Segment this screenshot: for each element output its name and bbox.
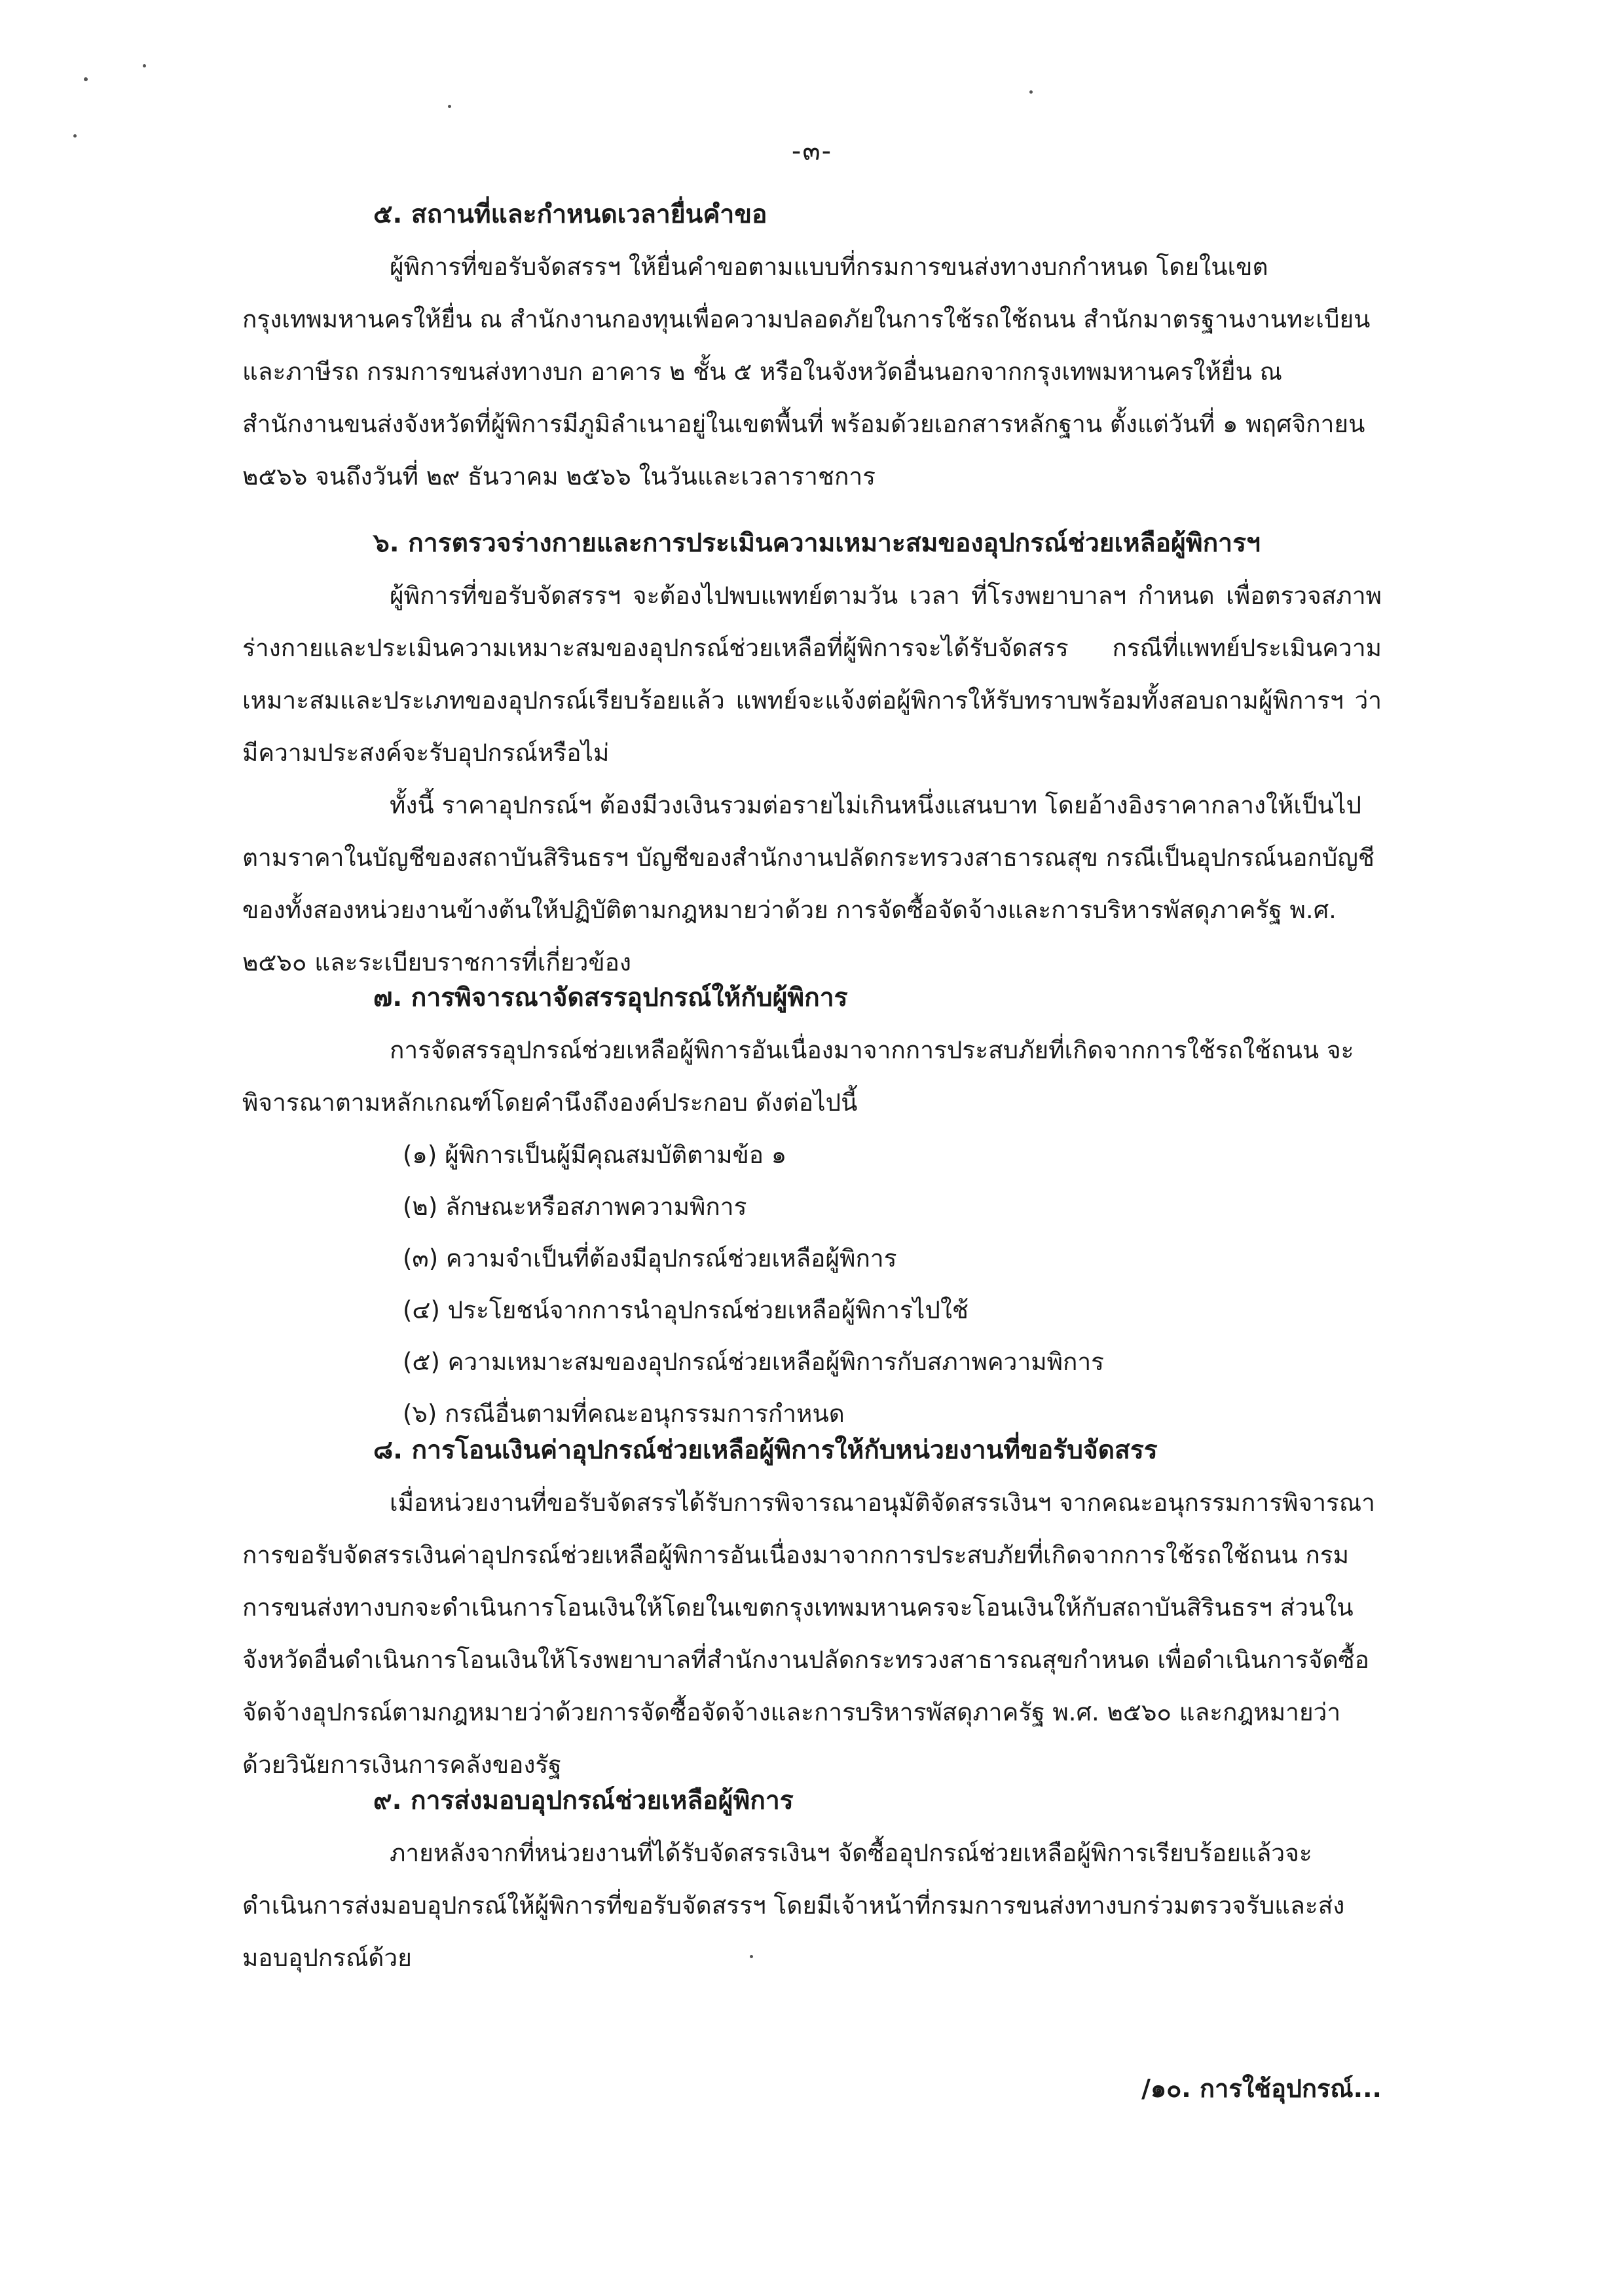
section-7: [242, 972, 1382, 1440]
scan-speck: [84, 77, 88, 81]
section-paragraph: ภายหลังจากที่หน่วยงานที่ได้รับจัดสรรเงินฯ จัดซื้ออุปกรณ์ช่วยเหลือผู้พิการเรียบร้อยแล้วจะดำเนินการส่งมอบอุปกรณ์ให้ผู้พิการที่ขอรับจัดสรรฯ โดยมีเจ้าหน้าที่กรมการขนส่งทางบกร่วมตรวจรับและส่งมอบอุปกรณ์ด้วย: [242, 1839, 1345, 1972]
section-heading: ๙. การส่งมอบอุปกรณ์ช่วยเหลือผู้พิการ: [373, 1786, 794, 1815]
criteria-list-item: (๒) ลักษณะหรือสภาพความพิการ: [403, 1193, 747, 1221]
criteria-list-item: (๖) กรณีอื่นตามที่คณะอนุกรรมการกำหนด: [403, 1400, 845, 1428]
section-9: [242, 1775, 1382, 1984]
section-heading: ๗. การพิจารณาจัดสรรอุปกรณ์ให้กับผู้พิการ: [373, 983, 848, 1012]
scan-speck: [143, 64, 146, 67]
section-heading: ๕. สถานที่และกำหนดเวลายื่นคำขอ: [373, 200, 767, 229]
section-paragraph: ทั้งนี้ ราคาอุปกรณ์ฯ ต้องมีวงเงินรวมต่อรายไม่เกินหนึ่งแสนบาท โดยอ้างอิงราคากลางให้เป็นไปตามราคาในบัญชีของสถาบันสิรินธรฯ บัญชีของสำนักงานปลัดกระทรวงสาธารณสุข กรณีเป็นอุปกรณ์นอกบัญชีของทั้งสองหน่วยงานข้างต้นให้ปฏิบัติตามกฎหมายว่าด้วย การจัดซื้อจัดจ้างและการบริหารพัสดุภาครัฐ พ.ศ. ๒๕๖๐ และระเบียบราชการที่เกี่ยวข้อง: [242, 791, 1375, 976]
section-paragraph: เมื่อหน่วยงานที่ขอรับจัดสรรได้รับการพิจารณาอนุมัติจัดสรรเงินฯ จากคณะอนุกรรมการพิจารณาการขอรับจัดสรรเงินค่าอุปกรณ์ช่วยเหลือผู้พิการอันเนื่องมาจากการประสบภัยที่เกิดจากการใช้รถใช้ถนน กรมการขนส่งทางบกจะดำเนินการโอนเงินให้โดยในเขตกรุงเทพมหานครจะโอนเงินให้กับสถาบันสิรินธรฯ ส่วนในจังหวัดอื่นดำเนินการโอนเงินให้โรงพยาบาลที่สำนักงานปลัดกระทรวงสาธารณสุขกำหนด เพื่อดำเนินการจัดซื้อจัดจ้างอุปกรณ์ตามกฎหมายว่าด้วยการจัดซื้อจัดจ้างและการบริหารพัสดุภาครัฐ พ.ศ. ๒๕๖๐ และกฎหมายว่าด้วยวินัยการเงินการคลังของรัฐ: [242, 1489, 1375, 1779]
section-paragraph: ผู้พิการที่ขอรับจัดสรรฯ ให้ยื่นคำขอตามแบบที่กรมการขนส่งทางบกกำหนด โดยในเขตกรุงเทพมหานครให้ยื่น ณ สำนักงานกองทุนเพื่อความปลอดภัยในการใช้รถใช้ถนน สำนักมาตรฐานงานทะเบียนและภาษีรถ กรมการขนส่งทางบก อาคาร ๒ ชั้น ๕ หรือในจังหวัดอื่นนอกจากกรุงเทพมหานครให้ยื่น ณ สำนักงานขนส่งจังหวัดที่ผู้พิการมีภูมิลำเนาอยู่ในเขตพื้นที่ พร้อมด้วยเอกสารหลักฐาน ตั้งแต่วันที่ ๑ พฤศจิกายน ๒๕๖๖ จนถึงวันที่ ๒๙ ธันวาคม ๒๕๖๖ ในวันและเวลาราชการ: [242, 253, 1371, 491]
section-heading: ๖. การตรวจร่างกายและการประเมินความเหมาะสมของอุปกรณ์ช่วยเหลือผู้พิการฯ: [373, 529, 1261, 558]
section-paragraph: การจัดสรรอุปกรณ์ช่วยเหลือผู้พิการอันเนื่องมาจากการประสบภัยที่เกิดจากการใช้รถใช้ถนน จะพิจารณาตามหลักเกณฑ์โดยคำนึงถึงองค์ประกอบ ดังต่อไปนี้: [242, 1036, 1354, 1117]
section-6: [242, 517, 1382, 989]
section-heading: ๘. การโอนเงินค่าอุปกรณ์ช่วยเหลือผู้พิการให้กับหน่วยงานที่ขอรับจัดสรร: [373, 1436, 1158, 1465]
criteria-list-item: (๓) ความจำเป็นที่ต้องมีอุปกรณ์ช่วยเหลือผู้พิการ: [403, 1244, 897, 1273]
section-5: [242, 189, 1382, 503]
section-paragraph: ผู้พิการที่ขอรับจัดสรรฯ จะต้องไปพบแพทย์ตามวัน เวลา ที่โรงพยาบาลฯ กำหนด เพื่อตรวจสภาพร่างกายและประเมินความเหมาะสมของอุปกรณ์ช่วยเหลือที่ผู้พิการจะได้รับจัดสรร กรณีที่แพทย์ประเมินความเหมาะสมและประเภทของอุปกรณ์เรียบร้อยแล้ว แพทย์จะแจ้งต่อผู้พิการให้รับทราบพร้อมทั้งสอบถามผู้พิการฯ ว่ามีความประสงค์จะรับอุปกรณ์หรือไม่: [242, 582, 1382, 767]
criteria-list-item: (๕) ความเหมาะสมของอุปกรณ์ช่วยเหลือผู้พิการกับสภาพความพิการ: [403, 1348, 1105, 1376]
criteria-list-item: (๔) ประโยชน์จากการนำอุปกรณ์ช่วยเหลือผู้พิการไปใช้: [403, 1296, 969, 1324]
criteria-list-item: (๑) ผู้พิการเป็นผู้มีคุณสมบัติตามข้อ ๑: [403, 1141, 787, 1169]
scan-speck: [1029, 90, 1033, 94]
scan-speck: [448, 105, 451, 108]
continuation-note: /๑๐. การใช้อุปกรณ์...: [1141, 2074, 1382, 2103]
page-number: -๓-: [791, 136, 833, 166]
section-8: [242, 1424, 1382, 1791]
